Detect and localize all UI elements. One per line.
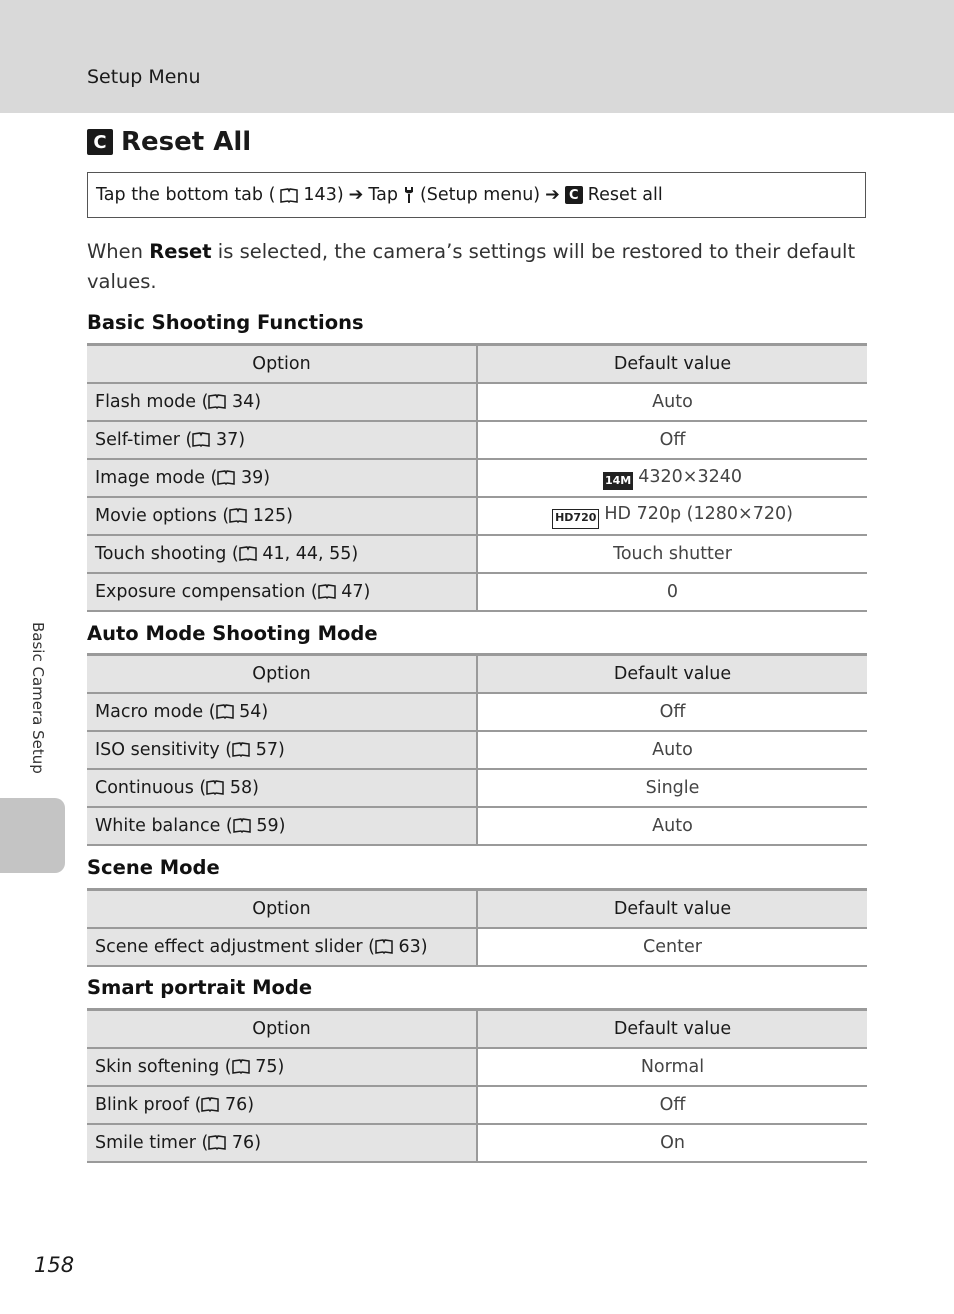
default-value [477,693,867,731]
default-value-text: Auto [652,392,693,412]
option-page-ref: 75) [255,1057,285,1077]
option-name [87,731,477,769]
book-reference-icon [201,1097,219,1112]
book-reference-icon [216,704,234,719]
default-value [477,383,867,421]
option-name [87,573,477,611]
wrench-icon [403,186,415,204]
default-value-text: Normal [640,1057,705,1077]
navigation-path [87,172,866,218]
option-page-ref: 58) [229,778,259,798]
option-page-ref: 57) [255,740,285,760]
option-label: Macro mode ( [95,702,216,722]
book-reference-icon [239,546,257,561]
table-smart-portrait [87,1008,867,1163]
default-value [477,1048,867,1086]
option-label: Scene effect adjustment slider ( [95,937,375,957]
book-reference-icon [206,780,224,795]
side-tab [0,798,65,873]
default-value [477,769,867,807]
option-name [87,769,477,807]
table-row [87,459,867,497]
table-row [87,497,867,535]
default-value [477,1124,867,1162]
option-label: Continuous ( [95,778,207,798]
table-auto-mode [87,653,867,846]
option-page-ref: 63) [398,937,428,957]
default-value [477,497,867,535]
col-header-default: Default value [477,890,867,929]
option-name [87,535,477,573]
option-label: Skin softening ( [95,1057,232,1077]
intro-paragraph [87,237,867,297]
col-header-option: Option [87,890,477,929]
default-value-text: Center [643,937,702,957]
arrow-right-icon: ➔ [348,185,364,205]
default-value [477,1086,867,1124]
col-header-default: Default value [477,345,867,384]
default-value [477,807,867,845]
default-value-text: Off [659,702,686,722]
book-reference-icon [192,432,210,447]
reset-all-icon: C [565,186,583,204]
book-reference-icon [232,1059,250,1074]
default-value [477,535,867,573]
page-title [87,122,251,162]
table-basic-shooting [87,343,867,612]
option-name [87,421,477,459]
col-header-default: Default value [477,655,867,694]
section-title-basic-shooting: Basic Shooting Functions [87,311,364,334]
option-label: Self-timer ( [95,430,193,450]
option-label: Flash mode ( [95,392,209,412]
option-label: Touch shooting ( [95,544,239,564]
book-reference-icon [217,470,235,485]
option-name [87,1086,477,1124]
default-value [477,731,867,769]
col-header-default: Default value [477,1010,867,1049]
option-name [87,1048,477,1086]
option-page-ref: 76) [224,1095,255,1115]
default-value [477,573,867,611]
col-header-option: Option [87,345,477,384]
table-row [87,731,867,769]
section-title-scene-mode: Scene Mode [87,856,220,879]
side-label: Basic Camera Setup [29,622,47,774]
option-label: Exposure compensation ( [95,582,318,602]
option-page-ref: 34) [232,392,262,412]
option-page-ref: 47) [341,582,371,602]
table-row [87,535,867,573]
intro-suffix: is selected, the camera’s settings will be restored to their default values. [87,240,856,293]
section-title-auto-mode: Auto Mode Shooting Mode [87,622,378,645]
option-name [87,1124,477,1162]
default-value [477,421,867,459]
book-reference-icon [208,394,226,409]
default-value-text: Auto [652,740,693,760]
nav-ref: 143) [303,185,344,205]
option-name [87,383,477,421]
col-header-option: Option [87,1010,477,1049]
table-row [87,383,867,421]
option-page-ref: 59) [256,816,286,836]
table-row [87,769,867,807]
book-reference-icon [280,188,298,203]
default-value-text: 0 [666,582,679,602]
option-label: White balance ( [95,816,233,836]
default-value-text: 4320×3240 [638,466,742,487]
option-label: Blink proof ( [95,1095,202,1115]
intro-prefix: When [87,240,150,263]
option-name [87,497,477,535]
option-page-ref: 41, 44, 55) [262,544,359,564]
option-page-ref: 54) [239,702,269,722]
table-row [87,807,867,845]
option-label: ISO sensitivity ( [95,740,233,760]
default-value-text: Off [659,430,686,450]
arrow-right-icon: ➔ [545,185,560,205]
col-header-option: Option [87,655,477,694]
book-reference-icon [318,584,336,599]
option-label: Movie options ( [95,506,230,526]
table-scene-mode [87,888,867,967]
option-page-ref: 125) [252,506,294,526]
table-row [87,1048,867,1086]
default-value-text: Off [659,1095,686,1115]
option-page-ref: 39) [240,468,271,488]
book-reference-icon [232,742,250,757]
intro-bold: Reset [149,240,212,263]
default-value [477,459,867,497]
book-reference-icon [229,508,247,523]
image-14m-icon: 14M [603,472,633,490]
option-name [87,693,477,731]
page-number: 158 [34,1253,75,1277]
option-page-ref: 76) [231,1133,262,1153]
reset-all-icon: C [87,129,113,155]
book-reference-icon [375,939,393,954]
header-band [0,0,954,113]
table-row [87,1124,867,1162]
option-label: Smile timer ( [95,1133,209,1153]
table-row [87,573,867,611]
default-value-text: Single [645,778,700,798]
nav-part1: Tap the bottom tab ( [96,185,276,205]
option-name [87,928,477,966]
option-page-ref: 37) [215,430,246,450]
option-name [87,807,477,845]
table-row [87,928,867,966]
table-row [87,421,867,459]
section-title-smart-portrait: Smart portrait Mode [87,976,313,999]
book-reference-icon [233,818,251,833]
nav-part3: (Setup menu) [419,185,541,205]
table-row [87,1086,867,1124]
default-value-text: HD 720p (1280×720) [604,503,793,524]
book-reference-icon [208,1135,226,1150]
default-value-text: On [660,1133,685,1153]
page-title-text: Reset All [121,127,252,157]
movie-hd720-icon: HD720 [552,509,599,529]
table-row [87,693,867,731]
option-label: Image mode ( [95,468,218,488]
option-name [87,459,477,497]
section-name: Setup Menu [87,66,201,88]
default-value-text: Touch shutter [613,544,732,564]
default-value-text: Auto [652,816,693,836]
default-value [477,928,867,966]
nav-part2: Tap [368,185,398,205]
nav-part4: Reset all [587,185,663,205]
